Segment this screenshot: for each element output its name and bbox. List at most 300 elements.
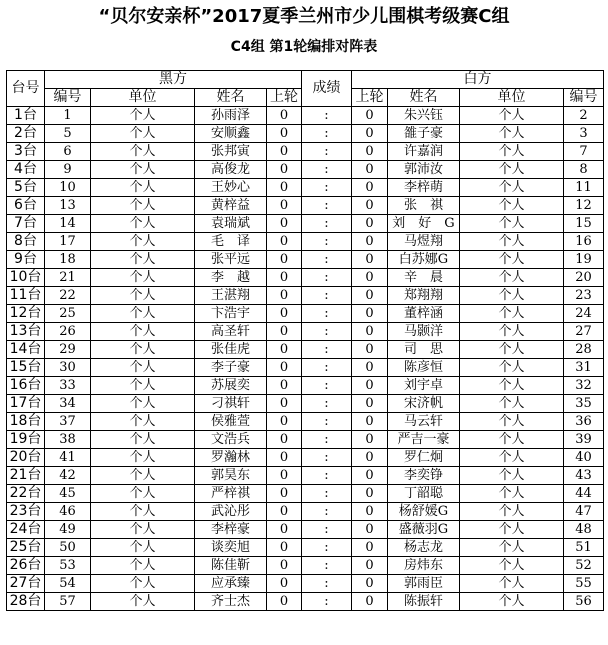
black-number: 41 bbox=[45, 449, 91, 467]
black-number: 37 bbox=[45, 413, 91, 431]
result: : bbox=[302, 467, 352, 485]
white-prev-round: 0 bbox=[352, 179, 388, 197]
table-number: 24台 bbox=[7, 521, 45, 539]
table-number: 3台 bbox=[7, 143, 45, 161]
black-prev-round: 0 bbox=[267, 449, 302, 467]
white-unit: 个人 bbox=[460, 215, 564, 233]
black-name: 卞浩宇 bbox=[195, 305, 267, 323]
white-name: 房炜东 bbox=[388, 557, 460, 575]
black-name: 应承臻 bbox=[195, 575, 267, 593]
black-unit: 个人 bbox=[91, 125, 195, 143]
white-unit: 个人 bbox=[460, 161, 564, 179]
white-unit: 个人 bbox=[460, 143, 564, 161]
black-number: 25 bbox=[45, 305, 91, 323]
white-unit: 个人 bbox=[460, 107, 564, 125]
black-name: 罗瀚林 bbox=[195, 449, 267, 467]
black-prev-round: 0 bbox=[267, 431, 302, 449]
black-number: 21 bbox=[45, 269, 91, 287]
table-row bbox=[7, 287, 604, 305]
black-number: 17 bbox=[45, 233, 91, 251]
black-unit: 个人 bbox=[91, 503, 195, 521]
table-number: 11台 bbox=[7, 287, 45, 305]
black-unit: 个人 bbox=[91, 377, 195, 395]
header-white-name: 姓名 bbox=[388, 89, 460, 107]
white-unit: 个人 bbox=[460, 395, 564, 413]
pairing-table bbox=[6, 70, 604, 611]
white-name: 董梓涵 bbox=[388, 305, 460, 323]
black-unit: 个人 bbox=[91, 287, 195, 305]
black-prev-round: 0 bbox=[267, 359, 302, 377]
white-name: 马煜翔 bbox=[388, 233, 460, 251]
header-black-number: 编号 bbox=[45, 89, 91, 107]
table-row bbox=[7, 485, 604, 503]
table-number: 1台 bbox=[7, 107, 45, 125]
white-prev-round: 0 bbox=[352, 593, 388, 611]
white-prev-round: 0 bbox=[352, 269, 388, 287]
white-number: 7 bbox=[564, 143, 604, 161]
white-unit: 个人 bbox=[460, 449, 564, 467]
white-unit: 个人 bbox=[460, 539, 564, 557]
black-name: 刁祺轩 bbox=[195, 395, 267, 413]
table-number: 18台 bbox=[7, 413, 45, 431]
black-unit: 个人 bbox=[91, 143, 195, 161]
result: : bbox=[302, 503, 352, 521]
black-prev-round: 0 bbox=[267, 143, 302, 161]
table-row bbox=[7, 521, 604, 539]
table-number: 26台 bbox=[7, 557, 45, 575]
white-prev-round: 0 bbox=[352, 503, 388, 521]
header-white-number: 编号 bbox=[564, 89, 604, 107]
white-unit: 个人 bbox=[460, 575, 564, 593]
black-number: 26 bbox=[45, 323, 91, 341]
white-name: 罗仁炯 bbox=[388, 449, 460, 467]
table-number: 10台 bbox=[7, 269, 45, 287]
white-name: 李奕铮 bbox=[388, 467, 460, 485]
black-unit: 个人 bbox=[91, 539, 195, 557]
white-number: 11 bbox=[564, 179, 604, 197]
black-name: 齐士杰 bbox=[195, 593, 267, 611]
white-unit: 个人 bbox=[460, 179, 564, 197]
table-number: 28台 bbox=[7, 593, 45, 611]
white-name: 郑翔翔 bbox=[388, 287, 460, 305]
black-unit: 个人 bbox=[91, 215, 195, 233]
white-prev-round: 0 bbox=[352, 557, 388, 575]
black-number: 13 bbox=[45, 197, 91, 215]
white-unit: 个人 bbox=[460, 413, 564, 431]
black-prev-round: 0 bbox=[267, 161, 302, 179]
white-unit: 个人 bbox=[460, 197, 564, 215]
white-prev-round: 0 bbox=[352, 233, 388, 251]
table-row bbox=[7, 593, 604, 611]
table-number: 17台 bbox=[7, 395, 45, 413]
black-prev-round: 0 bbox=[267, 377, 302, 395]
black-prev-round: 0 bbox=[267, 251, 302, 269]
header-result: 成绩 bbox=[302, 71, 352, 107]
white-prev-round: 0 bbox=[352, 431, 388, 449]
white-number: 36 bbox=[564, 413, 604, 431]
black-name: 高圣轩 bbox=[195, 323, 267, 341]
white-unit: 个人 bbox=[460, 323, 564, 341]
white-number: 20 bbox=[564, 269, 604, 287]
white-unit: 个人 bbox=[460, 467, 564, 485]
black-name: 张佳虎 bbox=[195, 341, 267, 359]
white-unit: 个人 bbox=[460, 557, 564, 575]
black-name: 高俊龙 bbox=[195, 161, 267, 179]
black-unit: 个人 bbox=[91, 413, 195, 431]
black-name: 谈奕旭 bbox=[195, 539, 267, 557]
black-number: 9 bbox=[45, 161, 91, 179]
white-name: 盛薇羽G bbox=[388, 521, 460, 539]
black-number: 57 bbox=[45, 593, 91, 611]
black-name: 袁瑞斌 bbox=[195, 215, 267, 233]
table-row bbox=[7, 197, 604, 215]
white-unit: 个人 bbox=[460, 305, 564, 323]
header-black: 黑方 bbox=[45, 71, 302, 89]
white-name: 丁韶聪 bbox=[388, 485, 460, 503]
white-name: 白苏娜G bbox=[388, 251, 460, 269]
black-number: 22 bbox=[45, 287, 91, 305]
header-table-no: 台号 bbox=[7, 71, 45, 107]
black-prev-round: 0 bbox=[267, 179, 302, 197]
result: : bbox=[302, 485, 352, 503]
black-unit: 个人 bbox=[91, 233, 195, 251]
black-number: 33 bbox=[45, 377, 91, 395]
table-row bbox=[7, 575, 604, 593]
black-prev-round: 0 bbox=[267, 413, 302, 431]
white-unit: 个人 bbox=[460, 431, 564, 449]
result: : bbox=[302, 287, 352, 305]
white-name: 司 思 bbox=[388, 341, 460, 359]
black-prev-round: 0 bbox=[267, 575, 302, 593]
black-prev-round: 0 bbox=[267, 395, 302, 413]
black-unit: 个人 bbox=[91, 449, 195, 467]
white-prev-round: 0 bbox=[352, 413, 388, 431]
white-number: 51 bbox=[564, 539, 604, 557]
black-unit: 个人 bbox=[91, 179, 195, 197]
white-number: 55 bbox=[564, 575, 604, 593]
white-name: 马云轩 bbox=[388, 413, 460, 431]
white-prev-round: 0 bbox=[352, 323, 388, 341]
white-unit: 个人 bbox=[460, 287, 564, 305]
black-name: 孙雨泽 bbox=[195, 107, 267, 125]
black-name: 文浩兵 bbox=[195, 431, 267, 449]
result: : bbox=[302, 251, 352, 269]
black-prev-round: 0 bbox=[267, 557, 302, 575]
white-unit: 个人 bbox=[460, 485, 564, 503]
result: : bbox=[302, 269, 352, 287]
white-number: 35 bbox=[564, 395, 604, 413]
table-number: 4台 bbox=[7, 161, 45, 179]
black-name: 李子豪 bbox=[195, 359, 267, 377]
black-prev-round: 0 bbox=[267, 467, 302, 485]
white-number: 52 bbox=[564, 557, 604, 575]
white-prev-round: 0 bbox=[352, 341, 388, 359]
table-number: 23台 bbox=[7, 503, 45, 521]
black-number: 18 bbox=[45, 251, 91, 269]
black-name: 郭昊东 bbox=[195, 467, 267, 485]
table-row bbox=[7, 557, 604, 575]
black-number: 46 bbox=[45, 503, 91, 521]
black-unit: 个人 bbox=[91, 395, 195, 413]
black-number: 6 bbox=[45, 143, 91, 161]
white-prev-round: 0 bbox=[352, 215, 388, 233]
white-prev-round: 0 bbox=[352, 287, 388, 305]
white-prev-round: 0 bbox=[352, 449, 388, 467]
result: : bbox=[302, 341, 352, 359]
black-unit: 个人 bbox=[91, 161, 195, 179]
white-name: 李梓萌 bbox=[388, 179, 460, 197]
result: : bbox=[302, 161, 352, 179]
white-number: 24 bbox=[564, 305, 604, 323]
table-number: 12台 bbox=[7, 305, 45, 323]
black-number: 45 bbox=[45, 485, 91, 503]
black-prev-round: 0 bbox=[267, 539, 302, 557]
black-number: 38 bbox=[45, 431, 91, 449]
black-name: 李梓豪 bbox=[195, 521, 267, 539]
white-unit: 个人 bbox=[460, 521, 564, 539]
black-unit: 个人 bbox=[91, 521, 195, 539]
result: : bbox=[302, 395, 352, 413]
white-number: 16 bbox=[564, 233, 604, 251]
result: : bbox=[302, 215, 352, 233]
white-unit: 个人 bbox=[460, 341, 564, 359]
black-number: 42 bbox=[45, 467, 91, 485]
table-row bbox=[7, 251, 604, 269]
header-black-prev: 上轮 bbox=[267, 89, 302, 107]
white-name: 杨志龙 bbox=[388, 539, 460, 557]
white-prev-round: 0 bbox=[352, 305, 388, 323]
table-row bbox=[7, 233, 604, 251]
white-number: 40 bbox=[564, 449, 604, 467]
white-name: 宋济帆 bbox=[388, 395, 460, 413]
table-number: 5台 bbox=[7, 179, 45, 197]
black-number: 10 bbox=[45, 179, 91, 197]
black-number: 53 bbox=[45, 557, 91, 575]
black-number: 5 bbox=[45, 125, 91, 143]
white-number: 32 bbox=[564, 377, 604, 395]
white-number: 19 bbox=[564, 251, 604, 269]
result: : bbox=[302, 197, 352, 215]
white-prev-round: 0 bbox=[352, 125, 388, 143]
table-row bbox=[7, 539, 604, 557]
table-number: 22台 bbox=[7, 485, 45, 503]
black-name: 安顺鑫 bbox=[195, 125, 267, 143]
black-unit: 个人 bbox=[91, 557, 195, 575]
result: : bbox=[302, 233, 352, 251]
black-prev-round: 0 bbox=[267, 521, 302, 539]
white-name: 郭沛汝 bbox=[388, 161, 460, 179]
white-prev-round: 0 bbox=[352, 521, 388, 539]
table-row bbox=[7, 431, 604, 449]
black-name: 毛 译 bbox=[195, 233, 267, 251]
table-number: 8台 bbox=[7, 233, 45, 251]
table-row bbox=[7, 467, 604, 485]
white-number: 56 bbox=[564, 593, 604, 611]
result: : bbox=[302, 593, 352, 611]
table-row bbox=[7, 305, 604, 323]
black-prev-round: 0 bbox=[267, 287, 302, 305]
white-prev-round: 0 bbox=[352, 197, 388, 215]
black-number: 49 bbox=[45, 521, 91, 539]
table-number: 14台 bbox=[7, 341, 45, 359]
table-number: 7台 bbox=[7, 215, 45, 233]
black-name: 黄梓益 bbox=[195, 197, 267, 215]
black-unit: 个人 bbox=[91, 251, 195, 269]
black-prev-round: 0 bbox=[267, 341, 302, 359]
result: : bbox=[302, 377, 352, 395]
white-prev-round: 0 bbox=[352, 251, 388, 269]
white-unit: 个人 bbox=[460, 503, 564, 521]
black-prev-round: 0 bbox=[267, 503, 302, 521]
table-row bbox=[7, 377, 604, 395]
black-name: 李 越 bbox=[195, 269, 267, 287]
white-name: 许嘉润 bbox=[388, 143, 460, 161]
result: : bbox=[302, 125, 352, 143]
table-row bbox=[7, 179, 604, 197]
black-number: 1 bbox=[45, 107, 91, 125]
result: : bbox=[302, 413, 352, 431]
white-name: 杨舒媛G bbox=[388, 503, 460, 521]
black-unit: 个人 bbox=[91, 323, 195, 341]
white-number: 47 bbox=[564, 503, 604, 521]
black-unit: 个人 bbox=[91, 575, 195, 593]
white-number: 43 bbox=[564, 467, 604, 485]
black-prev-round: 0 bbox=[267, 269, 302, 287]
white-number: 27 bbox=[564, 323, 604, 341]
black-prev-round: 0 bbox=[267, 107, 302, 125]
white-number: 44 bbox=[564, 485, 604, 503]
black-name: 王妙心 bbox=[195, 179, 267, 197]
white-unit: 个人 bbox=[460, 233, 564, 251]
black-prev-round: 0 bbox=[267, 125, 302, 143]
result: : bbox=[302, 449, 352, 467]
black-prev-round: 0 bbox=[267, 485, 302, 503]
table-number: 19台 bbox=[7, 431, 45, 449]
black-name: 武沁彤 bbox=[195, 503, 267, 521]
result: : bbox=[302, 539, 352, 557]
table-number: 16台 bbox=[7, 377, 45, 395]
white-number: 2 bbox=[564, 107, 604, 125]
page-subtitle: C4组 第1轮编排对阵表 bbox=[230, 39, 378, 55]
table-row bbox=[7, 359, 604, 377]
white-prev-round: 0 bbox=[352, 107, 388, 125]
black-name: 张邦寅 bbox=[195, 143, 267, 161]
white-number: 12 bbox=[564, 197, 604, 215]
white-number: 3 bbox=[564, 125, 604, 143]
result: : bbox=[302, 323, 352, 341]
table-row bbox=[7, 449, 604, 467]
white-name: 陈振轩 bbox=[388, 593, 460, 611]
result: : bbox=[302, 557, 352, 575]
table-row bbox=[7, 395, 604, 413]
white-name: 雒子豪 bbox=[388, 125, 460, 143]
black-unit: 个人 bbox=[91, 359, 195, 377]
result: : bbox=[302, 143, 352, 161]
header-black-name: 姓名 bbox=[195, 89, 267, 107]
table-row bbox=[7, 503, 604, 521]
table-row bbox=[7, 323, 604, 341]
white-name: 马颢洋 bbox=[388, 323, 460, 341]
white-name: 张 祺 bbox=[388, 197, 460, 215]
black-unit: 个人 bbox=[91, 341, 195, 359]
header-row-top bbox=[7, 71, 604, 89]
black-number: 30 bbox=[45, 359, 91, 377]
white-name: 陈彦恒 bbox=[388, 359, 460, 377]
table-number: 27台 bbox=[7, 575, 45, 593]
black-name: 苏展奕 bbox=[195, 377, 267, 395]
black-number: 14 bbox=[45, 215, 91, 233]
white-unit: 个人 bbox=[460, 269, 564, 287]
white-number: 48 bbox=[564, 521, 604, 539]
black-name: 王湛翔 bbox=[195, 287, 267, 305]
black-prev-round: 0 bbox=[267, 593, 302, 611]
table-row bbox=[7, 125, 604, 143]
black-number: 29 bbox=[45, 341, 91, 359]
table-row bbox=[7, 161, 604, 179]
black-unit: 个人 bbox=[91, 467, 195, 485]
white-number: 39 bbox=[564, 431, 604, 449]
white-prev-round: 0 bbox=[352, 467, 388, 485]
result: : bbox=[302, 575, 352, 593]
table-number: 9台 bbox=[7, 251, 45, 269]
header-white-unit: 单位 bbox=[460, 89, 564, 107]
white-prev-round: 0 bbox=[352, 539, 388, 557]
white-number: 15 bbox=[564, 215, 604, 233]
white-name: 刘 好 G bbox=[388, 215, 460, 233]
white-name: 严吉一豪 bbox=[388, 431, 460, 449]
result: : bbox=[302, 107, 352, 125]
table-number: 21台 bbox=[7, 467, 45, 485]
black-unit: 个人 bbox=[91, 593, 195, 611]
black-unit: 个人 bbox=[91, 269, 195, 287]
black-number: 34 bbox=[45, 395, 91, 413]
white-number: 8 bbox=[564, 161, 604, 179]
white-unit: 个人 bbox=[460, 593, 564, 611]
table-number: 15台 bbox=[7, 359, 45, 377]
white-prev-round: 0 bbox=[352, 377, 388, 395]
white-prev-round: 0 bbox=[352, 395, 388, 413]
white-prev-round: 0 bbox=[352, 143, 388, 161]
header-black-unit: 单位 bbox=[91, 89, 195, 107]
white-unit: 个人 bbox=[460, 359, 564, 377]
white-name: 辛 晨 bbox=[388, 269, 460, 287]
result: : bbox=[302, 431, 352, 449]
black-unit: 个人 bbox=[91, 107, 195, 125]
table-row bbox=[7, 269, 604, 287]
white-number: 28 bbox=[564, 341, 604, 359]
table-number: 25台 bbox=[7, 539, 45, 557]
table-row bbox=[7, 413, 604, 431]
table-row bbox=[7, 107, 604, 125]
table-number: 20台 bbox=[7, 449, 45, 467]
black-unit: 个人 bbox=[91, 305, 195, 323]
table-number: 6台 bbox=[7, 197, 45, 215]
result: : bbox=[302, 521, 352, 539]
black-name: 严梓祺 bbox=[195, 485, 267, 503]
white-unit: 个人 bbox=[460, 125, 564, 143]
white-number: 31 bbox=[564, 359, 604, 377]
black-name: 侯雅萱 bbox=[195, 413, 267, 431]
table-number: 2台 bbox=[7, 125, 45, 143]
header-white-prev: 上轮 bbox=[352, 89, 388, 107]
header-white: 白方 bbox=[352, 71, 604, 89]
table-row bbox=[7, 341, 604, 359]
black-prev-round: 0 bbox=[267, 215, 302, 233]
result: : bbox=[302, 359, 352, 377]
black-unit: 个人 bbox=[91, 431, 195, 449]
white-unit: 个人 bbox=[460, 251, 564, 269]
table-row bbox=[7, 143, 604, 161]
